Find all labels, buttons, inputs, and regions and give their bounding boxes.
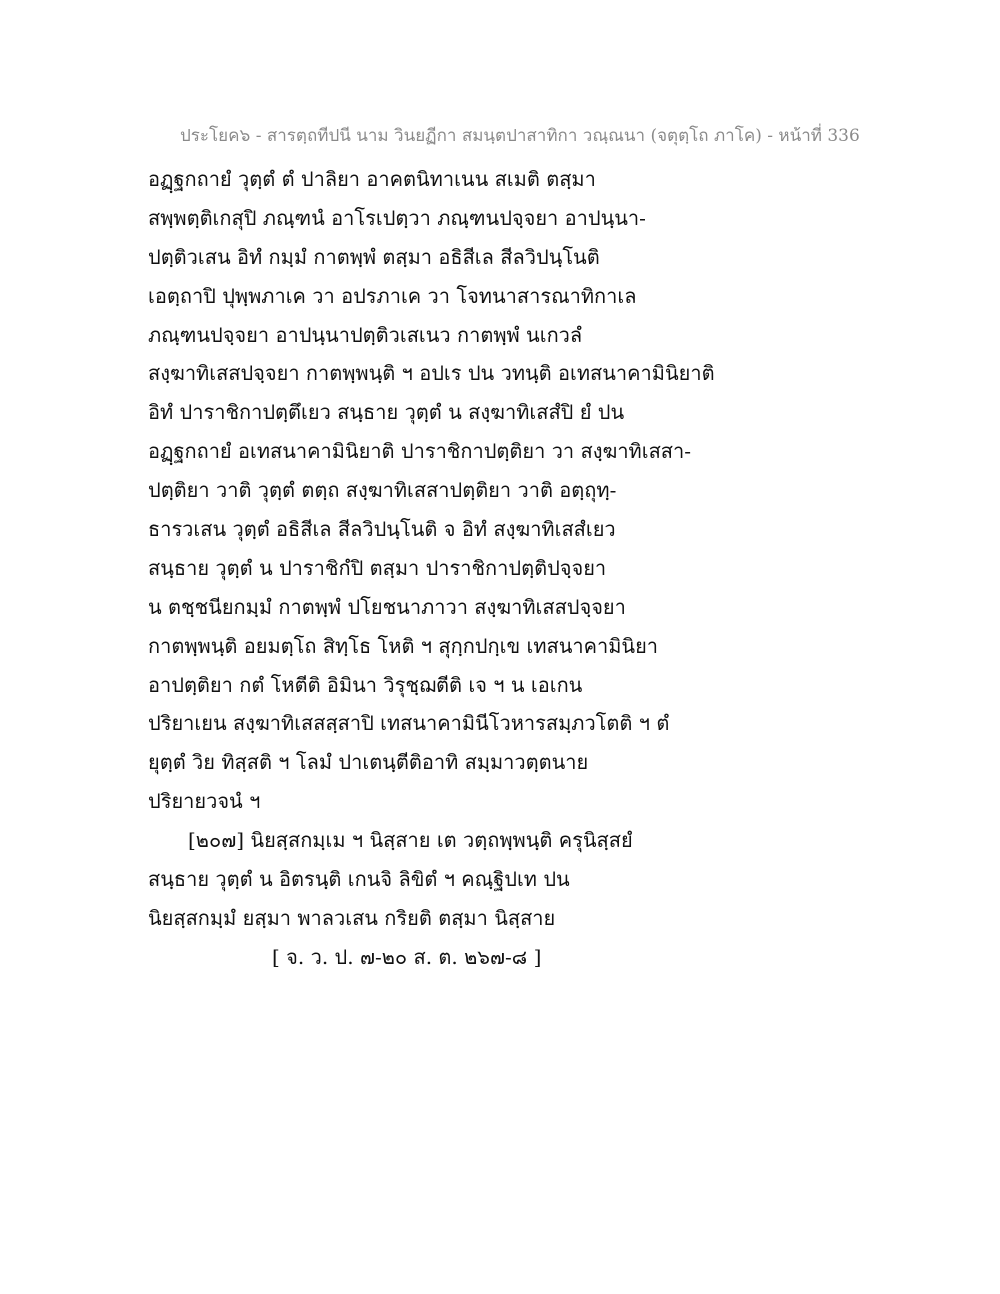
text-line: อฏฺฐกถายํ อเทสนาคามินิยาติ ปาราชิกาปตฺติยา วา สงฺฆาทิเสสา-	[148, 439, 691, 464]
text-line: สนฺธาย วุตฺตํ น ปาราชิกํปิ ตสฺมา ปาราชิกาปตฺติปจฺจยา	[148, 555, 607, 580]
running-header: ประโยค๖ - สารตฺถทีปนี นาม วินยฏีกา สมนฺตปาสาทิกา วณฺณนา (จตุตฺโถ ภาโค) - หน้าที่ 336	[180, 126, 860, 146]
text-line: ปริยาเยน สงฺฆาทิเสสสฺสาปิ เทสนาคามินีโวหารสมฺภวโตติ ฯ ตํ	[148, 711, 670, 736]
text-line: ปริยายวจนํ ฯ	[148, 789, 261, 814]
text-line: สงฺฆาทิเสสปจฺจยา กาตพฺพนฺติ ฯ อปเร ปน วทนฺติ อเทสนาคามินิยาติ	[148, 361, 715, 386]
text-line: สพฺพตฺติเกสุปิ ภณฺฑนํ อาโรเปตฺวา ภณฺฑนปจฺจยา อาปนฺนา-	[148, 205, 646, 230]
source-reference: [ จ. ว. ป. ๗-๒๐ ส. ต. ๒๖๗-๘ ]	[272, 944, 542, 969]
paragraph-start-line: [๒๐๗] นิยสฺสกมฺเม ฯ นิสฺสาย เต วตฺถพฺพนฺติ ครุนิสฺสยํ	[188, 828, 633, 853]
text-line: กาตพฺพนฺติ อยมตฺโถ สิทฺโธ โหติ ฯ สุกฺกปกฺเข เทสนาคามินิยา	[148, 633, 659, 658]
text-line: ยุตฺตํ วิย ทิสฺสติ ฯ โลมํ ปาเตนฺตีติอาทิ สมฺมาวตฺตนาย	[148, 750, 589, 775]
text-line: ปตฺติยา วาติ วุตฺตํ ตตฺถ สงฺฆาทิเสสาปตฺติยา วาติ อตฺถุทฺ-	[148, 478, 617, 503]
text-line: เอตฺถาปิ ปุพฺพภาเค วา อปรภาเค วา โจทนาสารณาทิกาเล	[148, 283, 637, 308]
text-line: ภณฺฑนปจฺจยา อาปนฺนาปตฺติวเสเนว กาตพฺพํ นเกวลํ	[148, 322, 583, 347]
text-line: สนฺธาย วุตฺตํ น อิตรนฺติ เกนจิ ลิขิตํ ฯ คณฺฐิปเท ปน	[148, 867, 570, 892]
text-line: อาปตฺติยา กตํ โหตีติ อิมินา วิรุชฺฌตีติ เจ ฯ น เอเกน	[148, 672, 583, 697]
text-line: อิทํ ปาราชิกาปตฺตึเยว สนฺธาย วุตฺตํ น สงฺฆาทิเสสํปิ ยํ ปน	[148, 400, 625, 425]
text-line: นิยสฺสกมฺมํ ยสฺมา พาลวเสน กริยติ ตสฺมา นิสฺสาย	[148, 905, 556, 930]
text-line: น ตชฺชนียกมฺมํ กาตพฺพํ ปโยชนาภาวา สงฺฆาทิเสสปจฺจยา	[148, 594, 626, 619]
main-text	[148, 160, 928, 977]
text-line: ปตฺติวเสน อิทํ กมฺมํ กาตพฺพํ ตสฺมา อธิสีเล สีลวิปนฺโนติ	[148, 244, 600, 269]
text-line: ธารวเสน วุตฺตํ อธิสีเล สีลวิปนฺโนติ จ อิทํ สงฺฆาทิเสสํเยว	[148, 517, 616, 542]
text-line: อฏฺฐกถายํ วุตฺตํ ตํ ปาลิยา อาคตนิทาเนน สเมติ ตสฺมา	[148, 167, 596, 191]
